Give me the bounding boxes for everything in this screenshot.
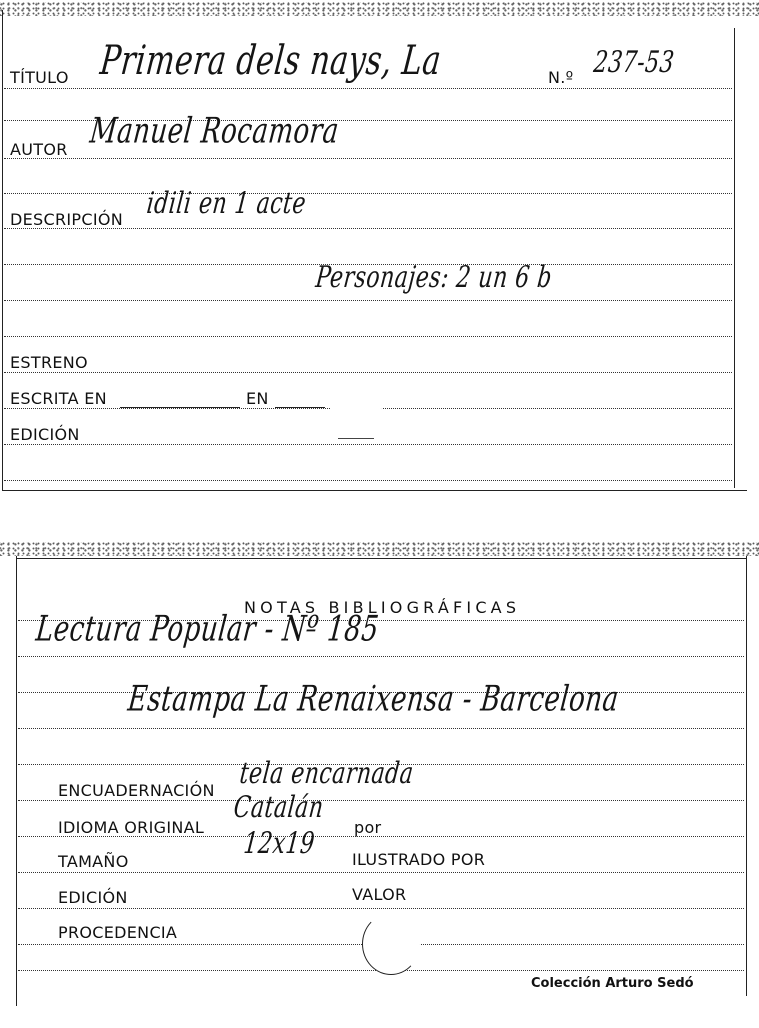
valor-label: VALOR — [352, 885, 407, 904]
ruled-line — [4, 158, 732, 159]
ilustrado-label: ILUSTRADO POR — [352, 850, 486, 869]
punch-hole-mark — [362, 913, 420, 975]
encuadernacion-value: tela encarnada — [238, 757, 416, 791]
idioma-value: Catalán — [232, 791, 326, 825]
titulo-label: TÍTULO — [10, 68, 69, 87]
escrita-label: ESCRITA EN — [10, 389, 107, 408]
number-label: N.º — [548, 68, 574, 87]
card-bottom-edge — [2, 490, 747, 491]
autor-value: Manuel Rocamora — [88, 111, 341, 152]
ruled-line — [4, 372, 732, 373]
descripcion-value: idili en 1 acte — [145, 187, 308, 221]
collection-credit: Colección Arturo Sedó — [531, 976, 694, 991]
estreno-label: ESTRENO — [10, 353, 88, 372]
tamano-label: TAMAÑO — [58, 852, 129, 871]
front-card — [0, 0, 759, 500]
ruled-line — [4, 480, 732, 481]
ruled-line — [18, 656, 744, 657]
note-line-2: Estampa La Renaixensa - Barcelona — [126, 679, 621, 720]
ruled-line — [18, 728, 744, 729]
back-card — [0, 538, 759, 1018]
por-label: por — [354, 818, 382, 837]
number-value: 237-53 — [592, 46, 676, 80]
ruled-line — [18, 908, 744, 909]
ruled-line — [18, 872, 744, 873]
ruled-line — [4, 88, 732, 89]
encuadernacion-label: ENCUADERNACIÓN — [58, 781, 215, 800]
edicion-label: EDICIÓN — [58, 888, 128, 907]
ruled-line — [4, 444, 732, 445]
card-edge-texture — [0, 542, 759, 556]
card-right-edge — [734, 28, 735, 488]
note-line-1: Lectura Popular - Nº 185 — [34, 609, 381, 650]
card-top-edge — [16, 558, 746, 559]
en-line — [275, 407, 325, 408]
card-left-edge — [2, 10, 3, 490]
escrita-line — [120, 407, 240, 408]
autor-label: AUTOR — [10, 140, 68, 159]
personajes-value: Personajes: 2 un 6 b — [314, 261, 554, 295]
titulo-value: Primera dels nays, La — [98, 37, 444, 85]
ruled-line — [4, 193, 732, 194]
descripcion-label: DESCRIPCIÓN — [10, 210, 123, 229]
card-right-edge — [746, 556, 747, 996]
notas-heading: NOTAS BIBLIOGRÁFICAS — [244, 598, 521, 617]
card-edge-texture — [0, 2, 759, 16]
procedencia-label: PROCEDENCIA — [58, 923, 178, 942]
en-label: EN — [246, 389, 269, 408]
punch-hole-mark — [330, 382, 382, 438]
ruled-line — [4, 336, 732, 337]
tamano-value: 12x19 — [242, 827, 317, 861]
punch-hole-edge — [338, 438, 374, 439]
edicion-label: EDICIÓN — [10, 425, 80, 444]
idioma-label: IDIOMA ORIGINAL — [58, 818, 205, 837]
ruled-line — [18, 800, 744, 801]
card-left-edge — [16, 556, 17, 1006]
ruled-line — [4, 300, 732, 301]
